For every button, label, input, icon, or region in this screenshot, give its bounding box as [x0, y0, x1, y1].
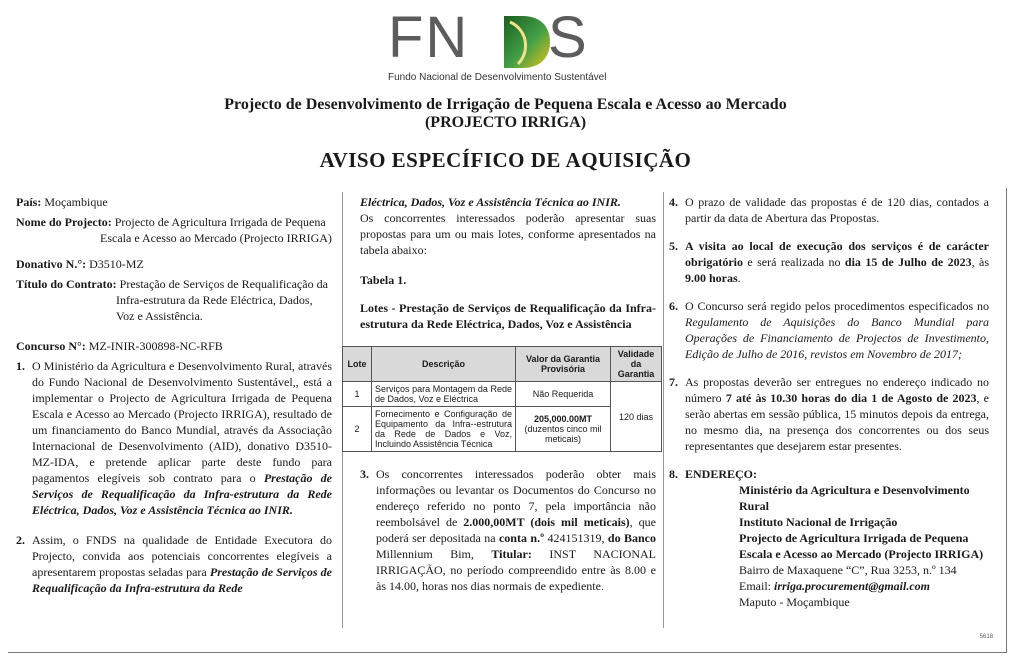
logo-text-fn: FN [388, 5, 470, 70]
logo-subtitle: Fundo Nacional de Desenvolvimento Sustentável [388, 72, 607, 83]
item-6: 6. O Concurso será regido pelos procedimentos especificados no Regulamento de Aquisições do Banco Mundial para Operações de Financiamento de Projectos de Investimento, Edição de Julho de 2016, revistos em Novembro de 2017; [669, 299, 989, 361]
logo-leaf-d-icon [500, 12, 552, 70]
table-row: 2 Fornecimento e Configuração de Equipamento da Infra--estrutura da Rede de Dados e Voz, Incluindo Assistência Técnica 205,000.00MT (duzentos cinco mil meticais) [343, 407, 662, 452]
email-line: Email: irriga.procurement@gmail.com [739, 579, 930, 593]
concurso-line: Concurso N°: MZ-INIR-300898-NC-RFB [16, 339, 223, 353]
item-2: 2. Assim, o FNDS na qualidade de Entidade Executora do Projecto, convida aos potenciais concorrentes elegíveis a apresentarem propostas seladas para Prestação de Serviços de Requalificação da Infra-estrutura da Rede [16, 533, 332, 595]
header-valor: Valor da Garantia Provisória [516, 347, 611, 382]
item-2-continued: Eléctrica, Dados, Voz e Assistência Técnica ao INIR. [360, 195, 621, 209]
header-descricao: Descrição [372, 347, 516, 382]
column-middle [347, 194, 656, 594]
fnds-logo [388, 6, 608, 86]
item-8: 8. ENDEREÇO: [669, 467, 758, 481]
table-label: Tabela 1. [360, 273, 407, 287]
lots-intro: Os concorrentes interessados poderão apresentar suas propostas para um ou mais lotes, conforme apresentados na tabela abaixo: [360, 211, 656, 257]
titulo-line: Título do Contrato: Prestação de Serviços de Requalificação da Infra-estrutura da Rede Eléctrica, Dados, Voz e Assistência. [16, 277, 328, 323]
header-validade: Validade da Garantia [611, 347, 662, 382]
email-link[interactable]: irriga.procurement@gmail.com [771, 579, 930, 593]
item-3: 3. Os concorrentes interessados poderão obter mais informações ou levantar os Documentos do Concurso no endereço referido no ponto 7, pela importância não reembolsável de 2.000,00MT (dois mil meticais), que poderá ser depositada na conta n.º 424151319, do Banco Millennium Bim, Titular: INST NACIONAL IRRIGAÇÃO, no período compreendido entre às 8.00 e às 14.00, horas nos dias normais de expediente. [360, 467, 656, 593]
notice-title: AVISO ESPECÍFICO DE AQUISIÇÃO [319, 148, 692, 172]
column-right [669, 194, 989, 610]
item-5: 5. A visita ao local de execução dos serviços é de carácter obrigatório e será realizada no dia 15 de Julho de 2023, às 9.00 horas. [669, 239, 989, 285]
donativo-line: Donativo N.°: D3510-MZ [16, 257, 144, 271]
project-title: Projecto de Desenvolvimento de Irrigação de Pequena Escala e Acesso ao Mercado (PROJECTO IRRIGA) [224, 96, 787, 131]
lots-heading: Lotes - Prestação de Serviços de Requalificação da Infra-estrutura da Rede Eléctrica, Dados, Voz e Assistência [360, 301, 656, 331]
nome-line: Nome do Projecto: Projecto de Agricultura Irrigada de Pequena Escala e Acesso ao Mercado (Projecto IRRIGA) [16, 215, 332, 245]
header-lote: Lote [343, 347, 372, 382]
logo-text-s: S [548, 5, 587, 70]
item-4: 4. O prazo de validade das propostas é de 120 dias, contados a partir da data de Abertura das Propostas. [669, 195, 989, 225]
item-7: 7. As propostas deverão ser entregues no endereço indicado no número 7 até às 10.30 horas do dia 1 de Agosto de 2023, e serão abertas em sessão pública, 15 minutos depois da entrega, no mesmo dia, na presença dos concorrentes ou dos seus representantes que desejarem estar presentes. [669, 375, 990, 453]
footer-code: 5618 [979, 634, 993, 640]
table-row: 1 Serviços para Montagem da Rede de Dados, Voz e Eléctrica Não Requerida 120 dias [343, 382, 662, 407]
column-left [16, 194, 332, 596]
item-1: 1. O Ministério da Agricultura e Desenvolvimento Rural, através do Fundo Nacional de Desenvolvimento Sustentável,, está a implementar o Projecto de Agricultura Irrigada de Pequena Escala e Acesso ao Mercado (Projecto IRRIGA), resultado de um financiamento do Banco Mundial, através da Associação Internacional de Desenvolvimento (AID), donativo D3510-MZ-IDA, e pretende aplicar parte deste fundo para pagamentos elegíveis sob contrato para o Prestação de Serviços de Requalificação da Infra-estrutura da Rede Eléctrica, Dados, Voz e Assistência Técnica ao INIR. [16, 359, 332, 517]
pais-line: País: Moçambique [16, 195, 108, 209]
column-divider [663, 192, 664, 628]
validade-cell: 120 dias [611, 382, 662, 452]
address-block: Ministério da Agricultura e Desenvolvimento Rural Instituto Nacional de Irrigação Projecto de Agricultura Irrigada de Pequena Escala e Acesso ao Mercado (Projecto IRRIGA) Bairro de Maxaquene “C”, Rua 3253, n.º 134 Email: irriga.procurement@gmail.com Maputo - Moçambique [669, 482, 989, 610]
table-header-row [343, 347, 662, 382]
lots-table [342, 346, 662, 452]
